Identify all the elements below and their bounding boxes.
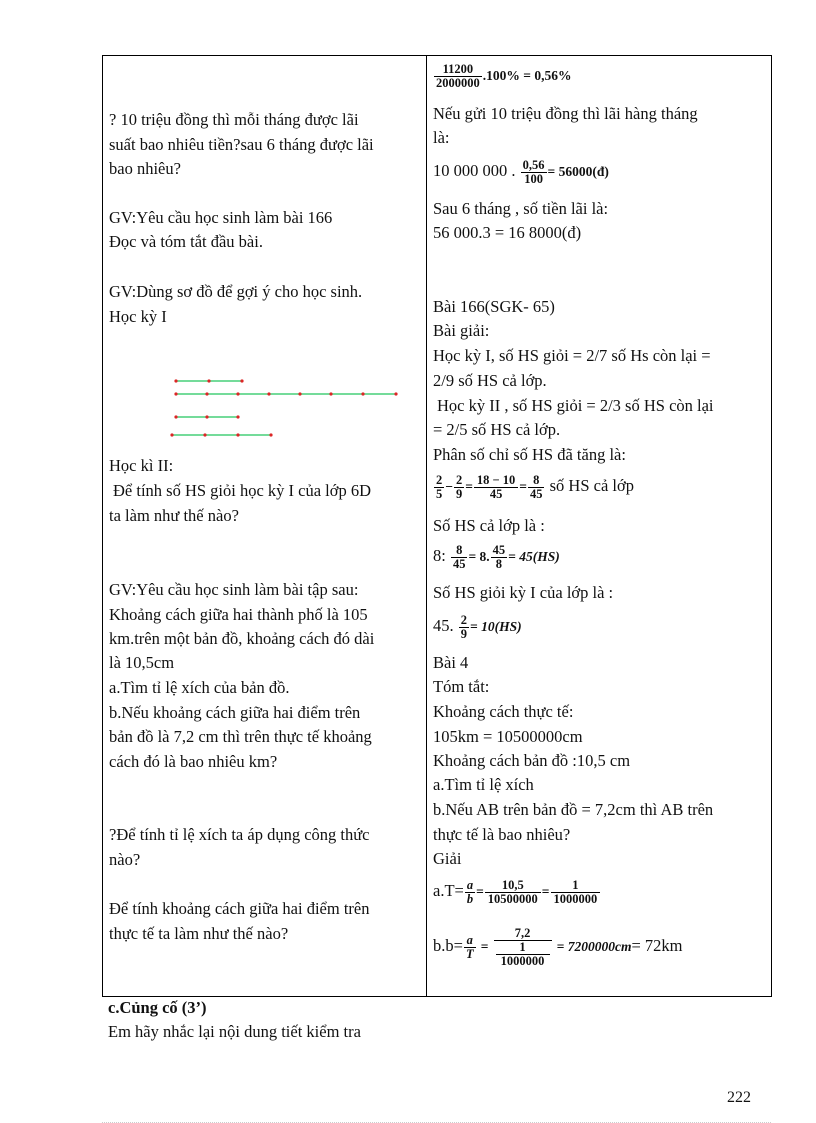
semester2-solution-line1: Học kỳ II , số HS giỏi = 2/3 số HS còn lại — [437, 396, 714, 415]
increase-formula: $\frac{2}{5}$ − $\frac{2}{9}$ = $\frac{18 - 10}{45}$ = $\frac{8}{45}$ số HS cả lớp — [436, 472, 634, 501]
gv-task-166-line1: GV:Yêu cầu học sinh làm bài 166 — [109, 208, 333, 227]
question-interest-line3: bao nhiêu? — [109, 159, 181, 178]
lesson-table — [102, 55, 772, 997]
gv-diagram-line1: GV:Dùng sơ đồ để gợi ý cho học sinh. — [109, 282, 363, 301]
gv-exercise-line6: b.Nếu khoảng cách giữa hai điểm trên — [109, 703, 361, 722]
gv-diagram-line2: Học kỳ I — [109, 307, 167, 326]
increase-fraction-label: Phân số chỉ số HS đã tăng là: — [433, 445, 626, 464]
semester1-line1: Học kỳ I, số HS giỏi = 2/7 số Hs còn lại = — [433, 346, 711, 365]
semester-segment-diagram — [168, 372, 400, 444]
gv-exercise-line2: Khoảng cách giữa hai thành phố là 105 — [109, 605, 368, 624]
question-scale-line1: ?Để tính tỉ lệ xích ta áp dụng công thức — [109, 825, 370, 844]
summary-label: Tóm tắt: — [433, 677, 490, 696]
consolidation-heading: c.Củng cố (3’) — [108, 998, 207, 1017]
gv-exercise-line5: a.Tìm tỉ lệ xích của bản đồ. — [109, 678, 290, 697]
task-a: a.Tìm tỉ lệ xích — [433, 775, 534, 794]
gv-exercise-line3: km.trên một bản đồ, khoảng cách đó dài — [109, 629, 375, 648]
real-distance-formula: b.b= $\frac{a}{T}$ = 7,2 1 1000000 = 7200000cm= 72km — [433, 925, 683, 968]
monthly-interest-line2: là: — [433, 128, 450, 147]
task-b-line2: thực tế là bao nhiêu? — [433, 825, 571, 844]
question-distance-line1: Để tính khoảng cách giữa hai điểm trên — [109, 899, 370, 918]
task-b-line1: b.Nếu AB trên bản đồ = 7,2cm thì AB trên — [433, 800, 714, 819]
semester2-line2: Để tính số HS giỏi học kỳ I của lớp 6D — [113, 481, 372, 500]
monthly-interest-line1: Nếu gửi 10 triệu đồng thì lãi hàng tháng — [433, 104, 698, 123]
six-month-interest-line2: 56 000.3 = 16 8000(đ) — [433, 223, 582, 242]
student-activity-cell — [427, 56, 772, 997]
semester1-good-formula: 45. $\frac{2}{9}$ = 10(HS) — [433, 612, 522, 641]
question-interest-line2: suất bao nhiêu tiền?sau 6 tháng được lãi — [109, 135, 374, 154]
class-total-label: Số HS cả lớp là : — [433, 516, 545, 535]
monthly-interest-formula: 10 000 000 . $\frac{0,56}{100}$ = 56000(đ) — [433, 157, 609, 186]
fraction: $\frac{11200}{2000000}$ — [436, 61, 480, 90]
gv-exercise-line1: GV:Yêu cầu học sinh làm bài tập sau: — [109, 580, 359, 599]
solution-label: Bài giải: — [433, 321, 490, 340]
exercise-4-title: Bài 4 — [433, 653, 469, 672]
semester2-line3: ta làm như thế nào? — [109, 506, 239, 525]
scale-formula: a.T= $\frac{a}{b}$ = $\frac{10,5}{10500000}$ = $\frac{1}{1000000}$ — [433, 871, 601, 912]
real-distance-label: Khoảng cách thực tế: — [433, 702, 574, 721]
exercise-166-title: Bài 166(SGK- 65) — [433, 297, 555, 316]
gv-exercise-line4: là 10,5cm — [109, 653, 175, 672]
semester2-line1: Học kì II: — [109, 456, 174, 475]
semester1-good-label: Số HS giỏi kỳ I của lớp là : — [433, 583, 614, 602]
six-month-interest-line1: Sau 6 tháng , số tiền lãi là: — [433, 199, 609, 218]
semester1-line2: 2/9 số HS cả lớp. — [433, 371, 547, 390]
map-distance-value: Khoảng cách bản đồ :10,5 cm — [433, 751, 631, 770]
percent-formula: $\frac{11200}{2000000}$ .100% = 0,56% — [436, 61, 572, 90]
solution-title: Giải — [433, 849, 462, 868]
gv-exercise-line8: cách đó là bao nhiêu km? — [109, 752, 278, 771]
question-distance-line2: thực tế ta làm như thế nào? — [109, 924, 289, 943]
gv-exercise-line7: bản đồ là 7,2 cm thì trên thực tế khoảng — [109, 727, 372, 746]
semester2-solution-line2: = 2/5 số HS cả lớp. — [433, 420, 561, 439]
page-number: 222 — [727, 1089, 751, 1106]
gv-task-166-line2: Đọc và tóm tắt đầu bài. — [109, 232, 263, 251]
question-scale-line2: nào? — [109, 850, 141, 869]
question-interest-line1: ? 10 triệu đồng thì mỗi tháng được lãi — [109, 110, 359, 129]
class-total-formula: 8: $\frac{8}{45}$ = 8. $\frac{45}{8}$ = 45(HS) — [433, 542, 560, 571]
real-distance-value: 105km = 10500000cm — [433, 727, 583, 746]
fraction: $\frac{0,56}{100}$ — [522, 157, 545, 186]
teacher-activity-cell — [103, 56, 427, 997]
consolidation-text: Em hãy nhắc lại nội dung tiết kiểm tra — [108, 1022, 361, 1041]
